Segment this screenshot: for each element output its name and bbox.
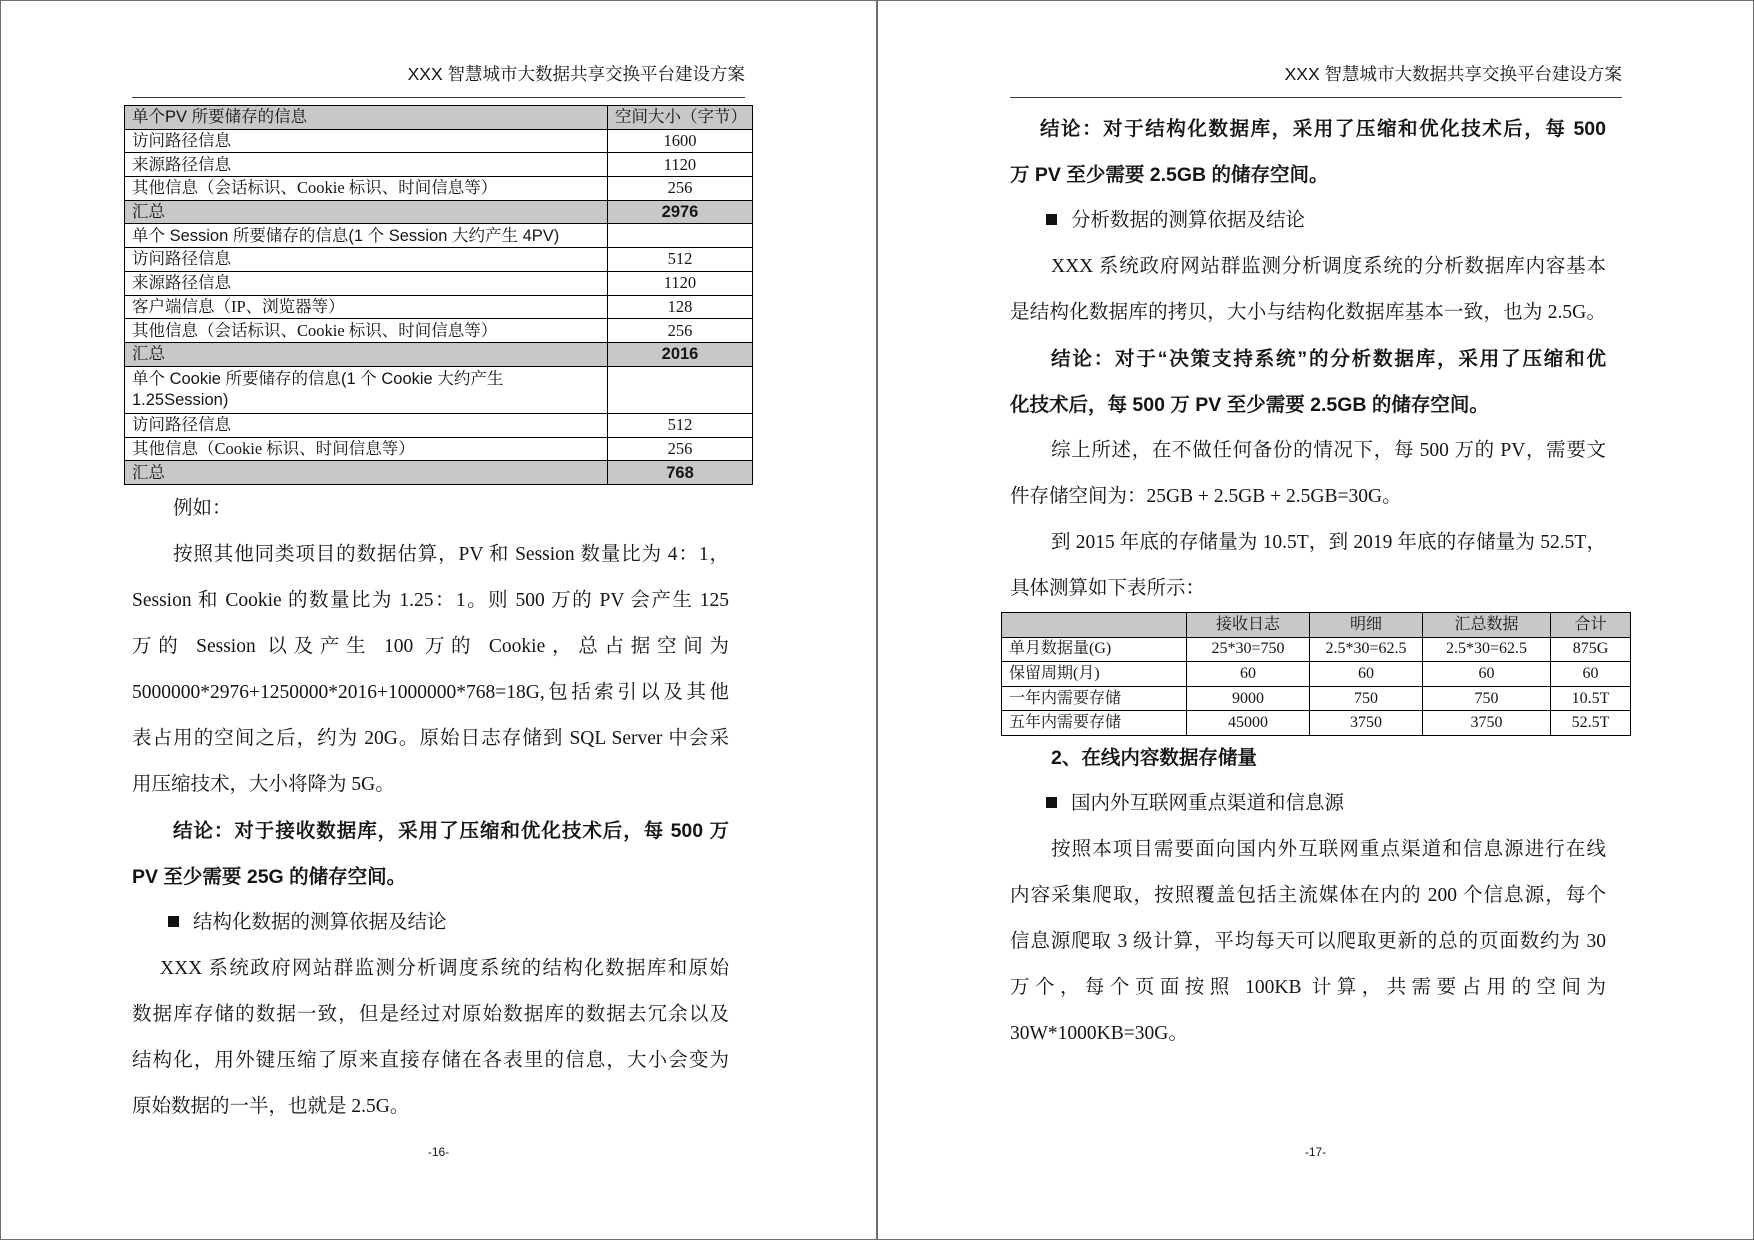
conclusion-line: 结论：对于“决策支持系统”的分析数据库，采用了压缩和优 <box>1051 348 1606 370</box>
section-heading: 2、在线内容数据存储量 <box>1051 747 1257 769</box>
table-header-cell: 汇总数据 <box>1423 613 1551 638</box>
table-row <box>1002 637 1631 662</box>
body-text <box>1010 735 1606 1057</box>
table-cell: 52.5T <box>1551 711 1631 736</box>
paragraph-line: 万个，每个页面按照 100KB 计算，共需要占用的空间为 <box>1010 977 1606 998</box>
table-cell: 60 <box>1551 662 1631 687</box>
paragraph-line: 表占用的空间之后，约为 20G。原始日志存储到 SQL Server 中会采 <box>132 728 729 749</box>
table-cell-value: 256 <box>608 319 753 343</box>
table-row <box>125 177 753 201</box>
paragraph-line: 综上所述，在不做任何备份的情况下，每 500 万的 PV，需要文 <box>1051 440 1606 461</box>
bullet-heading-text: 分析数据的测算依据及结论 <box>1071 210 1306 231</box>
table-cell-value: 128 <box>608 295 753 319</box>
running-header: XXX 智慧城市大数据共享交换平台建设方案 <box>407 64 745 84</box>
table-total-row <box>125 461 753 485</box>
conclusion-line: 结论：对于结构化数据库，采用了压缩和优化技术后，每 500 <box>1040 118 1606 140</box>
table-cell: 3750 <box>1423 711 1551 736</box>
table-row <box>1002 662 1631 687</box>
table-cell-value <box>608 366 753 413</box>
table-cell-value: 2016 <box>608 342 753 366</box>
table-row <box>125 271 753 295</box>
square-bullet-icon <box>1046 797 1057 808</box>
table-header-cell: 明细 <box>1310 613 1423 638</box>
table-cell: 750 <box>1423 686 1551 711</box>
bullet-heading <box>1010 198 1606 244</box>
table-row <box>125 248 753 272</box>
table-cell-value <box>608 224 753 248</box>
storage-size-table <box>124 105 753 485</box>
conclusion-line: 结论：对于接收数据库，采用了压缩和优化技术后，每 500 万 <box>173 820 729 842</box>
table-row-label: 五年内需要存储 <box>1002 711 1187 736</box>
paragraph-line: 5000000*2976+1250000*2016+1000000*768=18G,包括索引以及其他 <box>132 682 729 703</box>
table-total-row <box>125 200 753 224</box>
page-number: -16- <box>427 1145 450 1159</box>
table-cell-label: 客户端信息（IP、浏览器等） <box>125 295 608 319</box>
table-cell-value: 2976 <box>608 200 753 224</box>
table-cell-value: 1600 <box>608 129 753 153</box>
storage-estimate-table <box>1001 612 1631 736</box>
table-total-row <box>125 342 753 366</box>
table-cell-label: 来源路径信息 <box>125 271 608 295</box>
table-cell: 9000 <box>1187 686 1310 711</box>
paragraph-line: 是结构化数据库的拷贝，大小与结构化数据库基本一致，也为 2.5G。 <box>1010 302 1606 323</box>
paragraph-line: 信息源爬取 3 级计算，平均每天可以爬取更新的总的页面数约为 30 <box>1010 931 1606 952</box>
table-cell-value: 256 <box>608 437 753 461</box>
table-cell-value: 512 <box>608 413 753 437</box>
table-cell-label: 其他信息（会话标识、Cookie 标识、时间信息等） <box>125 319 608 343</box>
paragraph-line: 数据库存储的数据一致，但是经过对原始数据库的数据去冗余以及 <box>132 1004 729 1025</box>
bullet-heading-text: 国内外互联网重点渠道和信息源 <box>1071 793 1345 814</box>
table-cell-label: 汇总 <box>125 461 608 485</box>
page-number: -17- <box>1304 1145 1327 1159</box>
square-bullet-icon <box>168 916 179 927</box>
document-page-17 <box>877 0 1754 1240</box>
paragraph-line: 30W*1000KB=30G。 <box>1010 1023 1188 1044</box>
conclusion-line: 万 PV 至少需要 2.5GB 的储存空间。 <box>1010 164 1329 186</box>
table-cell-label: 来源路径信息 <box>125 153 608 177</box>
table-row <box>125 437 753 461</box>
table-cell-label: 访问路径信息 <box>125 129 608 153</box>
paragraph-line: 到 2015 年底的存储量为 10.5T，到 2019 年底的存储量为 52.5T， <box>1051 532 1606 553</box>
conclusion-line: PV 至少需要 25G 的储存空间。 <box>132 866 407 888</box>
table-cell: 25*30=750 <box>1187 637 1310 662</box>
table-cell-value: 256 <box>608 177 753 201</box>
bullet-heading <box>1010 781 1606 827</box>
table-row <box>125 413 753 437</box>
table-cell-label: 其他信息（会话标识、Cookie 标识、时间信息等） <box>125 177 608 201</box>
table-cell: 60 <box>1423 662 1551 687</box>
table-row-label: 保留周期(月) <box>1002 662 1187 687</box>
table-cell: 3750 <box>1310 711 1423 736</box>
table-row <box>125 153 753 177</box>
table-section-row <box>125 366 753 413</box>
paragraph-line: 件存储空间为：25GB + 2.5GB + 2.5GB=30G。 <box>1010 486 1402 507</box>
table-cell-label: 汇总 <box>125 342 608 366</box>
table-cell-label: 其他信息（Cookie 标识、时间信息等） <box>125 437 608 461</box>
bullet-heading <box>132 900 729 946</box>
paragraph-line: 内容采集爬取，按照覆盖包括主流媒体在内的 200 个信息源，每个 <box>1010 885 1606 906</box>
paragraph-line: 原始数据的一半，也就是 2.5G。 <box>132 1096 410 1117</box>
paragraph-line: XXX 系统政府网站群监测分析调度系统的结构化数据库和原始 <box>160 958 729 979</box>
conclusion-line: 化技术后，每 500 万 PV 至少需要 2.5GB 的储存空间。 <box>1010 394 1489 416</box>
table-cell: 2.5*30=62.5 <box>1310 637 1423 662</box>
table-cell-label-line: 1.25Session) <box>132 390 229 409</box>
table-cell: 10.5T <box>1551 686 1631 711</box>
table-cell-value: 1120 <box>608 271 753 295</box>
table-cell-value: 768 <box>608 461 753 485</box>
table-row <box>125 129 753 153</box>
body-text <box>132 486 729 1130</box>
header-rule <box>1010 97 1622 98</box>
paragraph-line: 按照其他同类项目的数据估算，PV 和 Session 数量比为 4：1， <box>173 544 729 565</box>
table-cell: 750 <box>1310 686 1423 711</box>
table-header-row <box>125 106 753 130</box>
running-header: XXX 智慧城市大数据共享交换平台建设方案 <box>1284 64 1622 84</box>
table-cell-label-line: 单个 Cookie 所要储存的信息(1 个 Cookie 大约产生 <box>132 369 504 388</box>
table-cell-label: 单个PV 所要储存的信息 <box>125 106 608 130</box>
table-cell: 45000 <box>1187 711 1310 736</box>
table-cell: 2.5*30=62.5 <box>1423 637 1551 662</box>
example-label: 例如： <box>173 498 232 519</box>
table-corner-cell <box>1002 613 1187 638</box>
table-cell-label: 单个 Session 所要储存的信息(1 个 Session 大约产生 4PV) <box>125 224 608 248</box>
table-cell-value: 1120 <box>608 153 753 177</box>
table-row <box>125 319 753 343</box>
table-header-row <box>1002 613 1631 638</box>
table-cell-label: 访问路径信息 <box>125 413 608 437</box>
paragraph-line: Session 和 Cookie 的数量比为 1.25：1。则 500 万的 PV 会产生 125 <box>132 590 729 611</box>
paragraph-line: 用压缩技术，大小将降为 5G。 <box>132 774 395 795</box>
paragraph-line: 具体测算如下表所示： <box>1010 578 1206 599</box>
paragraph-line: 按照本项目需要面向国内外互联网重点渠道和信息源进行在线 <box>1051 839 1606 860</box>
table-cell-value: 空间大小（字节） <box>608 106 753 130</box>
table-header-cell: 合计 <box>1551 613 1631 638</box>
table-row-label: 单月数据量(G) <box>1002 637 1187 662</box>
table-cell-label: 汇总 <box>125 200 608 224</box>
table-cell-value: 512 <box>608 248 753 272</box>
paragraph-line: XXX 系统政府网站群监测分析调度系统的分析数据库内容基本 <box>1051 256 1606 277</box>
table-cell: 60 <box>1310 662 1423 687</box>
paragraph-line: 万的 Session 以及产生 100 万的 Cookie，总占据空间为 <box>132 636 729 657</box>
table-cell-label: 访问路径信息 <box>125 248 608 272</box>
table-row <box>125 295 753 319</box>
table-row <box>1002 686 1631 711</box>
table-section-row <box>125 224 753 248</box>
body-text <box>1010 106 1606 612</box>
bullet-heading-text: 结构化数据的测算依据及结论 <box>193 912 447 933</box>
table-cell: 875G <box>1551 637 1631 662</box>
header-rule <box>132 97 745 98</box>
table-cell: 60 <box>1187 662 1310 687</box>
table-header-cell: 接收日志 <box>1187 613 1310 638</box>
table-row <box>1002 711 1631 736</box>
paragraph-line: 结构化，用外键压缩了原来直接存储在各表里的信息，大小会变为 <box>132 1050 729 1071</box>
square-bullet-icon <box>1046 214 1057 225</box>
table-cell-label <box>125 366 608 413</box>
table-row-label: 一年内需要存储 <box>1002 686 1187 711</box>
